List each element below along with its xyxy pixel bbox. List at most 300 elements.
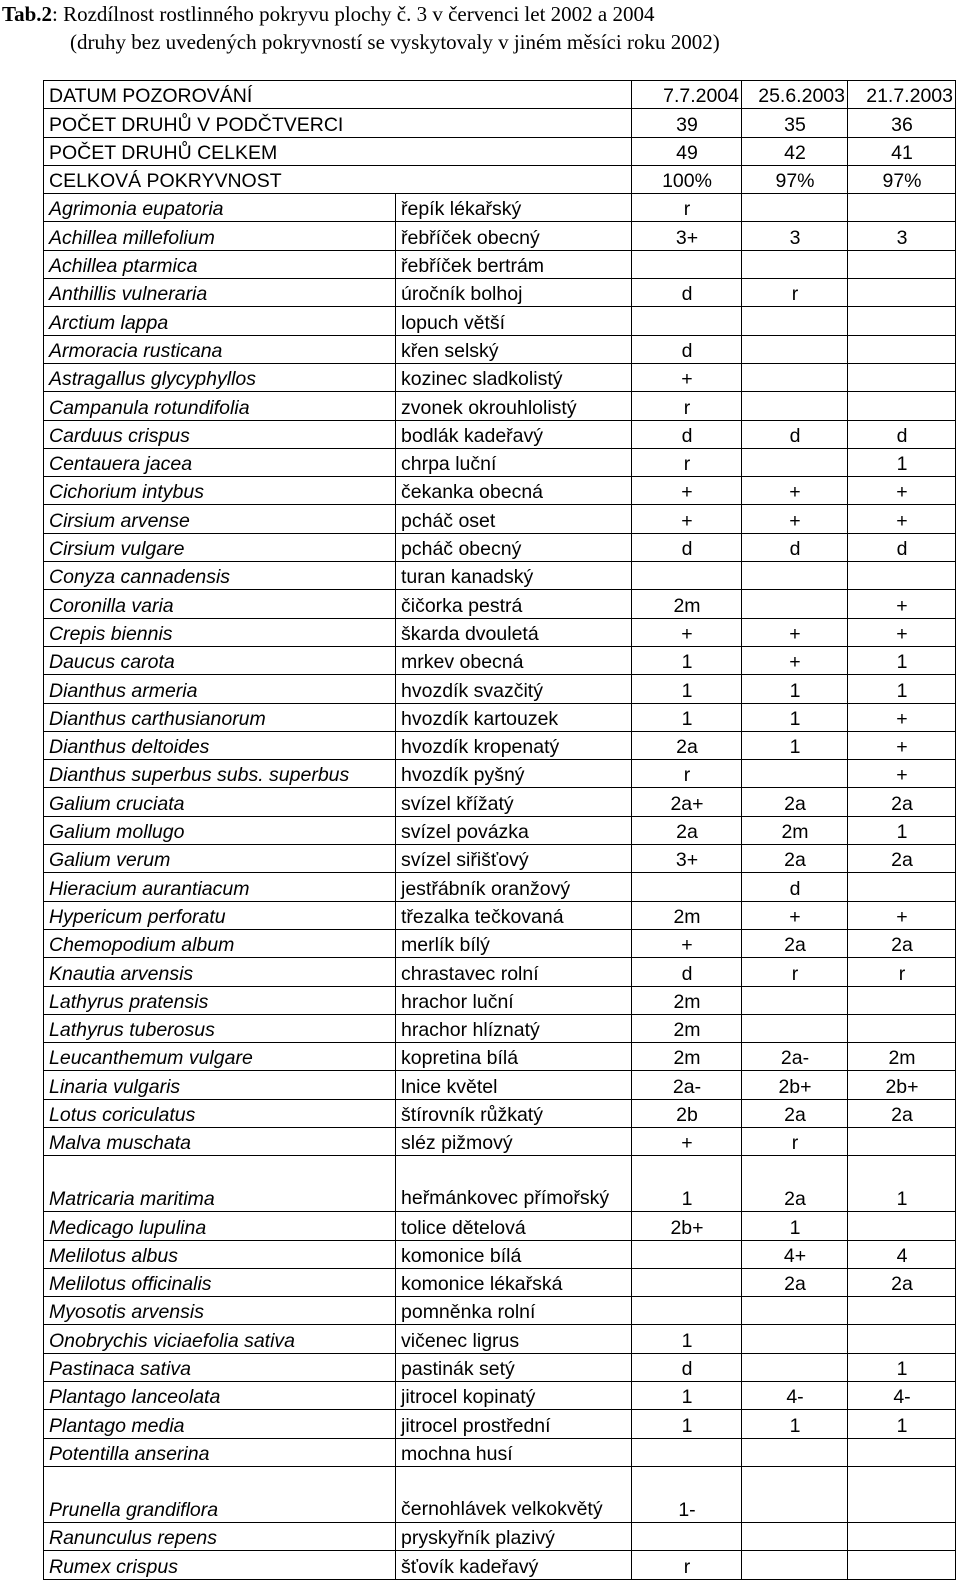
species-czech-name: kozinec sladkolistý bbox=[396, 363, 632, 391]
vegetation-table-body bbox=[44, 81, 956, 1580]
species-row bbox=[44, 1268, 956, 1296]
vegetation-table bbox=[43, 80, 956, 1580]
species-czech-name: kopretina bílá bbox=[396, 1043, 632, 1071]
cover-2004-07-07: + bbox=[632, 505, 742, 533]
cover-2003-06-25 bbox=[742, 986, 848, 1014]
cover-2004-07-07: 2b+ bbox=[632, 1212, 742, 1240]
species-czech-name: hvozdík kartouzek bbox=[396, 703, 632, 731]
cover-2003-07-21: 1 bbox=[848, 448, 956, 476]
cover-2004-07-07: 3+ bbox=[632, 845, 742, 873]
species-row bbox=[44, 1156, 956, 1212]
cover-2003-07-21: r bbox=[848, 958, 956, 986]
species-latin-name: Armoracia rusticana bbox=[44, 335, 396, 363]
table-title: : Rozdílnost rostlinného pokryvu plochy č. 3 v červenci let 2002 a 2004 bbox=[52, 2, 655, 26]
species-row bbox=[44, 1353, 956, 1381]
species-row bbox=[44, 618, 956, 646]
cover-2003-06-25: + bbox=[742, 477, 848, 505]
species-czech-name: mochna husí bbox=[396, 1438, 632, 1466]
species-czech-name: hrachor luční bbox=[396, 986, 632, 1014]
species-czech-name: bodlák kadeřavý bbox=[396, 420, 632, 448]
cover-2004-07-07: 2m bbox=[632, 590, 742, 618]
species-latin-name: Astragallus glycyphyllos bbox=[44, 363, 396, 391]
cover-2004-07-07: 1 bbox=[632, 1325, 742, 1353]
species-row bbox=[44, 845, 956, 873]
cover-2003-06-25: 4- bbox=[742, 1382, 848, 1410]
cover-2004-07-07: 2a bbox=[632, 816, 742, 844]
species-latin-name: Linaria vulgaris bbox=[44, 1071, 396, 1099]
species-row bbox=[44, 1099, 956, 1127]
cover-2003-07-21: + bbox=[848, 901, 956, 929]
species-czech-name: chrastavec rolní bbox=[396, 958, 632, 986]
species-row bbox=[44, 1325, 956, 1353]
species-czech-name: pryskyřník plazivý bbox=[396, 1522, 632, 1550]
species-row bbox=[44, 279, 956, 307]
cover-2003-07-21: + bbox=[848, 731, 956, 759]
species-row bbox=[44, 1240, 956, 1268]
species-czech-name: turan kanadský bbox=[396, 562, 632, 590]
species-latin-name: Knautia arvensis bbox=[44, 958, 396, 986]
cover-2004-07-07: + bbox=[632, 618, 742, 646]
species-czech-name: svízel siřišťový bbox=[396, 845, 632, 873]
cover-2004-07-07: 1 bbox=[632, 1410, 742, 1438]
cover-2003-07-21: + bbox=[848, 760, 956, 788]
species-latin-name: Plantago lanceolata bbox=[44, 1382, 396, 1410]
cover-2003-06-25 bbox=[742, 590, 848, 618]
species-row bbox=[44, 222, 956, 250]
cover-2004-07-07 bbox=[632, 1297, 742, 1325]
cover-2003-07-21: 2m bbox=[848, 1043, 956, 1071]
species-latin-name: Achillea millefolium bbox=[44, 222, 396, 250]
cover-2003-07-21 bbox=[848, 250, 956, 278]
cover-2003-07-21: d bbox=[848, 533, 956, 561]
cover-2004-07-07 bbox=[632, 1522, 742, 1550]
species-row bbox=[44, 420, 956, 448]
cover-2004-07-07: + bbox=[632, 477, 742, 505]
species-czech-name bbox=[396, 1466, 632, 1522]
species-latin-name: Leucanthemum vulgare bbox=[44, 1043, 396, 1071]
cover-2003-07-21 bbox=[848, 307, 956, 335]
cover-2004-07-07: + bbox=[632, 363, 742, 391]
species-latin-name: Ranunculus repens bbox=[44, 1522, 396, 1550]
species-latin-name: Medicago lupulina bbox=[44, 1212, 396, 1240]
species-latin-name: Matricaria maritima bbox=[44, 1156, 396, 1212]
species-czech-name-text: heřmánkovec přímořský bbox=[401, 1187, 610, 1210]
cover-2003-07-21: 2b+ bbox=[848, 1071, 956, 1099]
species-czech-name: komonice lékařská bbox=[396, 1268, 632, 1296]
species-row bbox=[44, 958, 956, 986]
cover-2003-07-21 bbox=[848, 194, 956, 222]
species-row bbox=[44, 986, 956, 1014]
cover-2004-07-07: d bbox=[632, 1353, 742, 1381]
cover-2004-07-07: 2m bbox=[632, 901, 742, 929]
species-row bbox=[44, 675, 956, 703]
cover-2003-06-25 bbox=[742, 448, 848, 476]
cover-2003-07-21 bbox=[848, 1438, 956, 1466]
summary-value-2003-06-25: 97% bbox=[742, 165, 848, 193]
cover-2003-07-21 bbox=[848, 1297, 956, 1325]
cover-2003-07-21: 1 bbox=[848, 1410, 956, 1438]
species-row bbox=[44, 250, 956, 278]
cover-2004-07-07 bbox=[632, 250, 742, 278]
species-latin-name: Cichorium intybus bbox=[44, 477, 396, 505]
cover-2004-07-07: d bbox=[632, 533, 742, 561]
species-row bbox=[44, 1410, 956, 1438]
species-latin-name: Dianthus carthusianorum bbox=[44, 703, 396, 731]
cover-2003-07-21: 1 bbox=[848, 675, 956, 703]
species-czech-name: pcháč oset bbox=[396, 505, 632, 533]
cover-2003-07-21: + bbox=[848, 505, 956, 533]
summary-row bbox=[44, 137, 956, 165]
species-row bbox=[44, 1382, 956, 1410]
cover-2003-06-25: 2a bbox=[742, 845, 848, 873]
cover-2004-07-07: r bbox=[632, 392, 742, 420]
species-row bbox=[44, 392, 956, 420]
cover-2003-07-21: 1 bbox=[848, 1156, 956, 1212]
cover-2003-07-21: 1 bbox=[848, 816, 956, 844]
species-row bbox=[44, 363, 956, 391]
species-latin-name: Hieracium aurantiacum bbox=[44, 873, 396, 901]
cover-2003-07-21 bbox=[848, 363, 956, 391]
cover-2004-07-07: r bbox=[632, 194, 742, 222]
species-czech-name: pcháč obecný bbox=[396, 533, 632, 561]
cover-2004-07-07: d bbox=[632, 420, 742, 448]
species-latin-name: Achillea ptarmica bbox=[44, 250, 396, 278]
species-czech-name: hvozdík svazčitý bbox=[396, 675, 632, 703]
species-row bbox=[44, 788, 956, 816]
species-row bbox=[44, 1071, 956, 1099]
species-row bbox=[44, 816, 956, 844]
summary-label: DATUM POZOROVÁNÍ bbox=[44, 81, 632, 109]
summary-value-2004-07-07: 49 bbox=[632, 137, 742, 165]
summary-value-2003-07-21: 21.7.2003 bbox=[848, 81, 956, 109]
species-czech-name: merlík bílý bbox=[396, 929, 632, 957]
species-row bbox=[44, 194, 956, 222]
cover-2004-07-07: r bbox=[632, 1551, 742, 1579]
cover-2003-06-25: 3 bbox=[742, 222, 848, 250]
species-latin-name: Prunella grandiflora bbox=[44, 1466, 396, 1522]
cover-2003-07-21: + bbox=[848, 618, 956, 646]
cover-2003-07-21 bbox=[848, 986, 956, 1014]
cover-2003-06-25: + bbox=[742, 618, 848, 646]
species-czech-name: řepík lékařský bbox=[396, 194, 632, 222]
table-caption bbox=[2, 0, 720, 56]
cover-2003-06-25 bbox=[742, 1297, 848, 1325]
cover-2003-06-25: 2a bbox=[742, 788, 848, 816]
summary-value-2003-06-25: 25.6.2003 bbox=[742, 81, 848, 109]
species-latin-name: Lathyrus tuberosus bbox=[44, 1014, 396, 1042]
species-czech-name: chrpa luční bbox=[396, 448, 632, 476]
cover-2003-07-21 bbox=[848, 1551, 956, 1579]
species-row bbox=[44, 901, 956, 929]
cover-2003-06-25: r bbox=[742, 1127, 848, 1155]
cover-2003-06-25: 2a bbox=[742, 1156, 848, 1212]
species-latin-name: Plantago media bbox=[44, 1410, 396, 1438]
cover-2003-06-25 bbox=[742, 1438, 848, 1466]
species-latin-name: Galium verum bbox=[44, 845, 396, 873]
species-row bbox=[44, 335, 956, 363]
species-row bbox=[44, 1522, 956, 1550]
cover-2003-06-25: 2b+ bbox=[742, 1071, 848, 1099]
cover-2003-06-25 bbox=[742, 307, 848, 335]
cover-2004-07-07 bbox=[632, 873, 742, 901]
species-row bbox=[44, 1014, 956, 1042]
cover-2004-07-07: r bbox=[632, 448, 742, 476]
cover-2003-06-25: r bbox=[742, 958, 848, 986]
species-czech-name: pomněnka rolní bbox=[396, 1297, 632, 1325]
species-czech-name: zvonek okrouhlolistý bbox=[396, 392, 632, 420]
cover-2003-07-21: + bbox=[848, 590, 956, 618]
cover-2004-07-07 bbox=[632, 307, 742, 335]
species-latin-name: Centauera jacea bbox=[44, 448, 396, 476]
species-czech-name: řebříček obecný bbox=[396, 222, 632, 250]
species-latin-name: Cirsium arvense bbox=[44, 505, 396, 533]
cover-2004-07-07: 2b bbox=[632, 1099, 742, 1127]
species-row bbox=[44, 1466, 956, 1522]
species-row bbox=[44, 731, 956, 759]
cover-2003-06-25: d bbox=[742, 533, 848, 561]
species-czech-name: jestřábník oranžový bbox=[396, 873, 632, 901]
species-latin-name: Melilotus albus bbox=[44, 1240, 396, 1268]
cover-2003-07-21 bbox=[848, 1212, 956, 1240]
cover-2003-07-21 bbox=[848, 1325, 956, 1353]
cover-2003-06-25: 1 bbox=[742, 703, 848, 731]
cover-2003-07-21: 4 bbox=[848, 1240, 956, 1268]
cover-2004-07-07: + bbox=[632, 1127, 742, 1155]
species-latin-name: Coronilla varia bbox=[44, 590, 396, 618]
cover-2004-07-07: 2a+ bbox=[632, 788, 742, 816]
cover-2003-06-25 bbox=[742, 1325, 848, 1353]
species-latin-name: Dianthus superbus subs. superbus bbox=[44, 760, 396, 788]
cover-2003-06-25: + bbox=[742, 646, 848, 674]
species-czech-name: vičenec ligrus bbox=[396, 1325, 632, 1353]
cover-2003-06-25: 2a- bbox=[742, 1043, 848, 1071]
species-czech-name: hrachor hlíznatý bbox=[396, 1014, 632, 1042]
cover-2004-07-07: 2m bbox=[632, 1014, 742, 1042]
cover-2004-07-07: r bbox=[632, 760, 742, 788]
cover-2003-07-21: 1 bbox=[848, 646, 956, 674]
summary-value-2004-07-07: 39 bbox=[632, 109, 742, 137]
summary-label: CELKOVÁ POKRYVNOST bbox=[44, 165, 632, 193]
cover-2004-07-07 bbox=[632, 1268, 742, 1296]
species-czech-name: lopuch větší bbox=[396, 307, 632, 335]
cover-2004-07-07: 2a bbox=[632, 731, 742, 759]
species-latin-name: Hypericum perforatu bbox=[44, 901, 396, 929]
species-latin-name: Melilotus officinalis bbox=[44, 1268, 396, 1296]
cover-2004-07-07: 3+ bbox=[632, 222, 742, 250]
cover-2003-07-21: 4- bbox=[848, 1382, 956, 1410]
summary-value-2004-07-07: 7.7.2004 bbox=[632, 81, 742, 109]
species-latin-name: Dianthus deltoides bbox=[44, 731, 396, 759]
cover-2003-07-21 bbox=[848, 335, 956, 363]
species-latin-name: Galium mollugo bbox=[44, 816, 396, 844]
species-czech-name: čičorka pestrá bbox=[396, 590, 632, 618]
cover-2003-06-25: 2m bbox=[742, 816, 848, 844]
cover-2004-07-07 bbox=[632, 1438, 742, 1466]
cover-2003-06-25: + bbox=[742, 901, 848, 929]
species-latin-name: Lotus coriculatus bbox=[44, 1099, 396, 1127]
cover-2003-07-21: 2a bbox=[848, 788, 956, 816]
species-latin-name: Anthillis vulneraria bbox=[44, 279, 396, 307]
species-czech-name: tolice dětelová bbox=[396, 1212, 632, 1240]
species-row bbox=[44, 929, 956, 957]
cover-2003-06-25: r bbox=[742, 279, 848, 307]
species-latin-name: Myosotis arvensis bbox=[44, 1297, 396, 1325]
species-latin-name: Campanula rotundifolia bbox=[44, 392, 396, 420]
species-czech-name: pastinák setý bbox=[396, 1353, 632, 1381]
species-latin-name: Rumex crispus bbox=[44, 1551, 396, 1579]
summary-value-2003-06-25: 42 bbox=[742, 137, 848, 165]
species-row bbox=[44, 505, 956, 533]
species-latin-name: Malva muschata bbox=[44, 1127, 396, 1155]
cover-2004-07-07: d bbox=[632, 279, 742, 307]
cover-2004-07-07: + bbox=[632, 929, 742, 957]
species-row bbox=[44, 646, 956, 674]
species-latin-name: Cirsium vulgare bbox=[44, 533, 396, 561]
cover-2003-06-25: d bbox=[742, 420, 848, 448]
cover-2003-07-21: 2a bbox=[848, 1268, 956, 1296]
species-czech-name: jitrocel prostřední bbox=[396, 1410, 632, 1438]
species-czech-name: hvozdík kropenatý bbox=[396, 731, 632, 759]
cover-2003-06-25: 1 bbox=[742, 1410, 848, 1438]
table-subtitle: (druhy bez uvedených pokryvností se vyskytovaly v jiném měsíci roku 2002) bbox=[70, 30, 720, 54]
species-latin-name: Conyza cannadensis bbox=[44, 562, 396, 590]
species-latin-name: Onobrychis viciaefolia sativa bbox=[44, 1325, 396, 1353]
cover-2004-07-07: 1- bbox=[632, 1466, 742, 1522]
cover-2003-06-25 bbox=[742, 1014, 848, 1042]
summary-value-2003-06-25: 35 bbox=[742, 109, 848, 137]
species-czech-name: mrkev obecná bbox=[396, 646, 632, 674]
cover-2003-07-21 bbox=[848, 392, 956, 420]
cover-2003-07-21 bbox=[848, 279, 956, 307]
species-row bbox=[44, 1043, 956, 1071]
species-czech-name: křen selský bbox=[396, 335, 632, 363]
summary-label: POČET DRUHŮ CELKEM bbox=[44, 137, 632, 165]
summary-value-2003-07-21: 41 bbox=[848, 137, 956, 165]
species-czech-name: řebříček bertrám bbox=[396, 250, 632, 278]
species-row bbox=[44, 1297, 956, 1325]
cover-2003-07-21: + bbox=[848, 703, 956, 731]
species-row bbox=[44, 1551, 956, 1579]
cover-2003-06-25 bbox=[742, 1522, 848, 1550]
species-row bbox=[44, 1212, 956, 1240]
cover-2003-06-25: d bbox=[742, 873, 848, 901]
cover-2004-07-07: 2m bbox=[632, 986, 742, 1014]
species-czech-name: škarda dvouletá bbox=[396, 618, 632, 646]
cover-2003-07-21 bbox=[848, 1014, 956, 1042]
summary-value-2003-07-21: 97% bbox=[848, 165, 956, 193]
cover-2003-06-25: 1 bbox=[742, 1212, 848, 1240]
species-czech-name: svízel povázka bbox=[396, 816, 632, 844]
cover-2004-07-07: 1 bbox=[632, 1382, 742, 1410]
species-czech-name bbox=[396, 1156, 632, 1212]
cover-2003-06-25: 4+ bbox=[742, 1240, 848, 1268]
cover-2004-07-07 bbox=[632, 562, 742, 590]
summary-row bbox=[44, 165, 956, 193]
species-row bbox=[44, 477, 956, 505]
cover-2003-06-25 bbox=[742, 194, 848, 222]
species-row bbox=[44, 1438, 956, 1466]
species-czech-name: šťovík kadeřavý bbox=[396, 1551, 632, 1579]
species-czech-name: hvozdík pyšný bbox=[396, 760, 632, 788]
cover-2003-06-25 bbox=[742, 363, 848, 391]
cover-2003-07-21: + bbox=[848, 477, 956, 505]
cover-2003-06-25 bbox=[742, 1466, 848, 1522]
summary-row bbox=[44, 109, 956, 137]
cover-2004-07-07: 1 bbox=[632, 1156, 742, 1212]
species-czech-name: svízel křížatý bbox=[396, 788, 632, 816]
species-czech-name: třezalka tečkovaná bbox=[396, 901, 632, 929]
cover-2004-07-07: 2a- bbox=[632, 1071, 742, 1099]
species-latin-name: Dianthus armeria bbox=[44, 675, 396, 703]
species-row bbox=[44, 562, 956, 590]
cover-2004-07-07: 1 bbox=[632, 703, 742, 731]
cover-2003-07-21: d bbox=[848, 420, 956, 448]
cover-2003-06-25 bbox=[742, 392, 848, 420]
cover-2003-06-25 bbox=[742, 760, 848, 788]
cover-2003-07-21 bbox=[848, 1127, 956, 1155]
species-czech-name: štírovník růžkatý bbox=[396, 1099, 632, 1127]
summary-value-2004-07-07: 100% bbox=[632, 165, 742, 193]
summary-value-2003-07-21: 36 bbox=[848, 109, 956, 137]
species-latin-name: Chemopodium album bbox=[44, 929, 396, 957]
species-czech-name: úročník bolhoj bbox=[396, 279, 632, 307]
species-row bbox=[44, 703, 956, 731]
cover-2003-06-25: 1 bbox=[742, 731, 848, 759]
species-latin-name: Arctium lappa bbox=[44, 307, 396, 335]
species-row bbox=[44, 760, 956, 788]
cover-2003-06-25 bbox=[742, 1551, 848, 1579]
species-latin-name: Carduus crispus bbox=[44, 420, 396, 448]
species-row bbox=[44, 873, 956, 901]
cover-2003-07-21 bbox=[848, 1522, 956, 1550]
species-czech-name: sléz pižmový bbox=[396, 1127, 632, 1155]
species-row bbox=[44, 1127, 956, 1155]
cover-2003-06-25: 2a bbox=[742, 929, 848, 957]
species-latin-name: Pastinaca sativa bbox=[44, 1353, 396, 1381]
species-czech-name: jitrocel kopinatý bbox=[396, 1382, 632, 1410]
cover-2004-07-07: d bbox=[632, 335, 742, 363]
species-latin-name: Lathyrus pratensis bbox=[44, 986, 396, 1014]
species-czech-name: čekanka obecná bbox=[396, 477, 632, 505]
cover-2003-06-25 bbox=[742, 562, 848, 590]
cover-2003-07-21: 3 bbox=[848, 222, 956, 250]
species-row bbox=[44, 590, 956, 618]
species-latin-name: Potentilla anserina bbox=[44, 1438, 396, 1466]
species-row bbox=[44, 307, 956, 335]
cover-2003-07-21: 2a bbox=[848, 1099, 956, 1127]
cover-2004-07-07: 1 bbox=[632, 646, 742, 674]
species-czech-name: komonice bílá bbox=[396, 1240, 632, 1268]
cover-2003-07-21 bbox=[848, 1466, 956, 1522]
species-row bbox=[44, 533, 956, 561]
cover-2003-06-25: 2a bbox=[742, 1099, 848, 1127]
cover-2003-07-21: 2a bbox=[848, 845, 956, 873]
species-latin-name: Agrimonia eupatoria bbox=[44, 194, 396, 222]
species-czech-name-text: černohlávek velkokvětý bbox=[401, 1497, 603, 1520]
table-number: Tab.2 bbox=[2, 2, 53, 26]
cover-2003-06-25 bbox=[742, 1353, 848, 1381]
cover-2003-07-21 bbox=[848, 873, 956, 901]
species-row bbox=[44, 448, 956, 476]
summary-label: POČET DRUHŮ V PODČTVERCI bbox=[44, 109, 632, 137]
cover-2004-07-07: 2m bbox=[632, 1043, 742, 1071]
species-latin-name: Crepis biennis bbox=[44, 618, 396, 646]
species-czech-name: lnice květel bbox=[396, 1071, 632, 1099]
cover-2003-06-25: 2a bbox=[742, 1268, 848, 1296]
cover-2003-07-21: 1 bbox=[848, 1353, 956, 1381]
summary-row bbox=[44, 81, 956, 109]
cover-2004-07-07 bbox=[632, 1240, 742, 1268]
